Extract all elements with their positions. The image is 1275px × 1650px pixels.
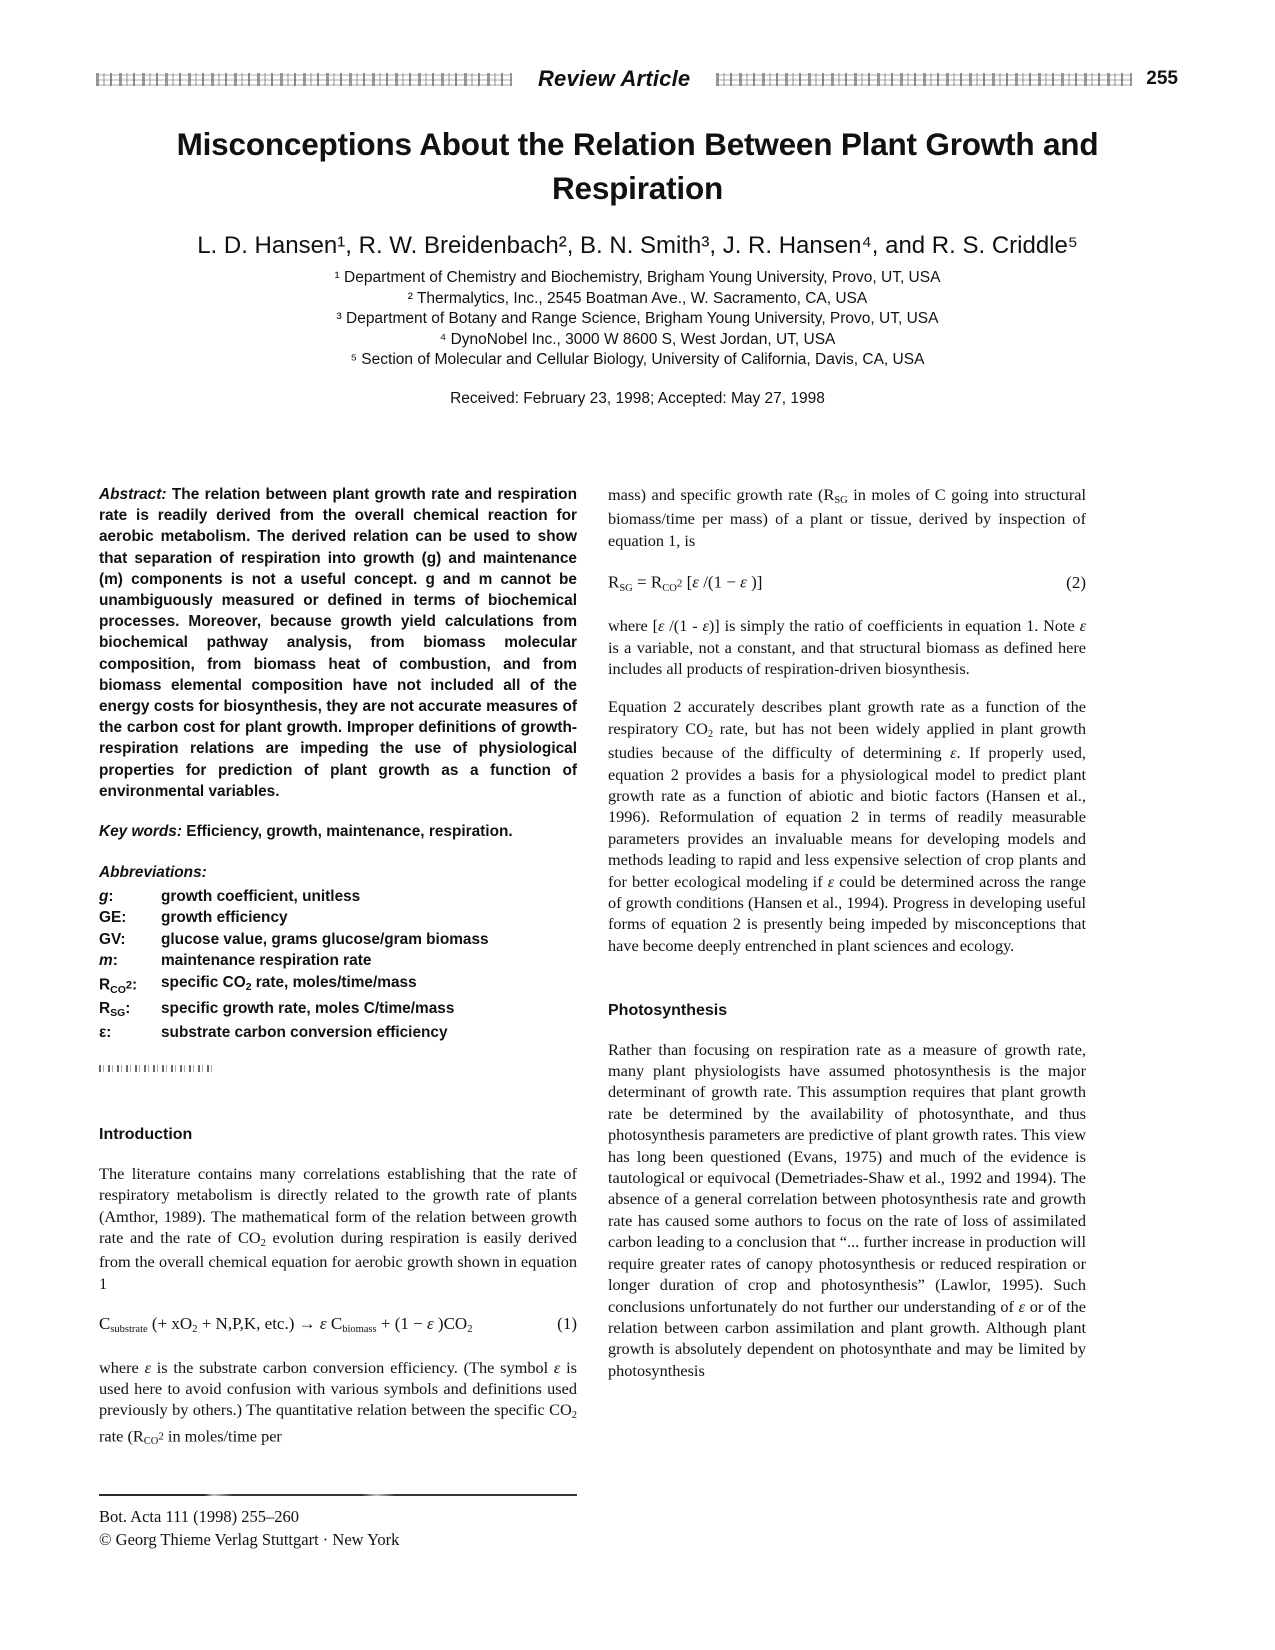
page-title: Misconceptions About the Relation Between Plant Growth and Respiration	[176, 126, 1099, 206]
author-list: L. D. Hansen¹, R. W. Breidenbach², B. N. Smith³, J. R. Hansen⁴, and R. S. Criddle⁵	[197, 232, 1078, 259]
right-column	[608, 484, 1086, 1398]
abbreviation-symbol: GE:	[99, 909, 127, 927]
footer-divider	[99, 1494, 577, 1496]
photosynthesis-paragraph-1: Rather than focusing on respiration rate as a measure of growth rate, many plant physiologists have assumed photosynthesis is the major determinant of growth rate. This assumption requires that plant growth rate be determined by the availability of photosynthate, and thus photosynthesis parameters are predictive of plant growth rates. This view has long been questioned (Evans, 1975) and much of the evidence is tautological or equivocal (Demetriades-Shaw et al., 1992 and 1994). The absence of a general correlation between photosynthesis rate and growth rate has caused some authors to focus on the rate of loss of assimilated carbon leading to a conclusion that “... further increase in production will require greater rates of canopy photosynthesis or reduced respiration or longer duration of crop and photosynthesis” (Lawlor, 1995). Such conclusions unfortunately do not further our understanding of ε or of the relation between carbon assimilation and plant growth. Although plant growth is absolutely dependent on photosynthate and may be limited by photosynthesis	[608, 1039, 1086, 1380]
keywords-block	[99, 821, 577, 842]
abbreviation-definition: growth coefficient, unitless	[161, 887, 361, 905]
affiliation-list	[120, 268, 1155, 371]
received-accepted-dates: Received: February 23, 1998; Accepted: May 27, 1998	[450, 390, 825, 407]
abbreviation-definition: specific growth rate, moles C/time/mass	[161, 1000, 455, 1018]
keywords-text: Efficiency, growth, maintenance, respiration.	[181, 823, 513, 841]
affiliation-item: ² Thermalytics, Inc., 2545 Boatman Ave., W. Sacramento, CA, USA	[407, 289, 868, 307]
abbreviation-symbol: $R_{SG}$:	[99, 1000, 131, 1020]
affiliation-item: ¹ Department of Chemistry and Biochemistry, Brigham Young University, Provo, UT, USA	[334, 269, 941, 286]
equation-2-body: $R_{SG} = R_{CO2}$ [ε /(1 − ε )]	[608, 572, 763, 594]
section-heading-introduction: Introduction	[99, 1126, 193, 1144]
right-paragraph-1: mass) and specific growth rate ($R_{SG}$ in moles of C going into structural biomass/time per mass) of a plant or tissue, derived by inspection of equation 1, is	[608, 485, 1086, 550]
equation-1-body: $C_{substrate}$ (+ $xO_2 + N,P,K$, etc.) → ε $C_{biomass} + (1 - \varepsilon$ )$CO_2$	[99, 1314, 473, 1336]
abbreviation-row	[99, 886, 577, 908]
running-head	[96, 62, 1178, 96]
abbreviation-symbol: g:	[99, 887, 114, 905]
equation-1-number: (1)	[557, 1314, 577, 1334]
affiliation-item: ⁵ Section of Molecular and Cellular Biology, University of California, Davis, CA, USA	[350, 351, 925, 368]
abbreviation-row	[99, 950, 577, 972]
footer-citation: Bot. Acta 111 (1998) 255–260	[99, 1507, 299, 1526]
abbreviation-definition: growth efficiency	[161, 909, 288, 927]
abbreviation-row	[99, 998, 577, 1022]
intro-paragraph-2: where ε is the substrate carbon conversion efficiency. (The symbol ε is used here to avoid confusion with various symbols and definitions used previously by others.) The quantitative relation between the specific $CO_2$ rate ($R_{CO2}$ in moles/time per	[99, 1357, 577, 1448]
left-column	[99, 484, 577, 1467]
abbreviation-row	[99, 1022, 577, 1044]
right-paragraph-3: Equation 2 accurately describes plant growth rate as a function of the respiratory $CO_2$ rate, but has not been widely applied in plant growth studies because of the difficulty of determining ε. If properly used, equation 2 provides a basis for a physiological model to predict plant growth rate as a function of abiotic and biotic factors (Hansen et al., 1996). Reformulation of equation 2 in terms of readily measurable parameters provides an invaluable means for developing models and methods leading to rapid and less expensive selection of crop plants and for better ecological modeling if ε could be determined across the range of growth conditions (Hansen et al., 1994). Progress in developing useful forms of equation 2 is presently being impeded by misconceptions that have become deeply entrenched in plant sciences and ecology.	[608, 697, 1086, 955]
abbreviations-heading: Abbreviations:	[99, 864, 207, 882]
abbreviation-row	[99, 972, 577, 998]
abbreviation-definition: specific $CO_2$ rate, moles/time/mass	[161, 974, 417, 994]
scan-artifact-right	[716, 73, 1132, 86]
abstract-text: The relation between plant growth rate and respiration rate is readily derived from the overall chemical reaction for aerobic metabolism. The derived relation can be used to show that separation of respiration into growth (g) and maintenance (m) components is not a useful concept. g and m cannot be unambiguously measured or defined in terms of biochemical processes. Moreover, because growth yield calculations from biochemical pathway analysis, from biomass molecular composition, from biomass heat of combustion, and from biomass elemental composition have not included all of the energy costs for biosynthesis, they are not accurate measures of the carbon cost for plant growth. Improper definitions of growth-respiration relations are impeding the use of physiological properties for prediction of plant growth as a function of environmental variables.	[99, 486, 577, 800]
keywords-label: Key words:	[99, 823, 182, 841]
right-paragraph-2: where [ε /(1 - ε)] is simply the ratio of coefficients in equation 1. Note ε is a variable, not a constant, and that structural biomass as defined here includes all products of respiration-driven biosynthesis.	[608, 616, 1087, 678]
abbreviation-definition: substrate carbon conversion efficiency	[161, 1023, 448, 1041]
abbreviation-row	[99, 929, 577, 951]
page-number: 255	[1146, 68, 1178, 89]
footer-publisher: © Georg Thieme Verlag Stuttgart · New York	[99, 1530, 400, 1549]
abbreviation-definition: maintenance respiration rate	[161, 952, 372, 970]
section-heading-photosynthesis: Photosynthesis	[608, 1002, 728, 1020]
intro-paragraph-1: The literature contains many correlations establishing that the rate of respiratory metabolism is directly related to the growth rate of plants (Amthor, 1989). The mathematical form of the relation between growth rate and the rate of $CO_2$ evolution during respiration is easily derived from the overall chemical equation for aerobic growth shown in equation 1	[99, 1163, 577, 1293]
abbreviation-row	[99, 907, 577, 929]
scan-artifact-left	[96, 73, 512, 86]
equation-2	[608, 570, 1086, 596]
equation-1	[99, 1313, 577, 1337]
equation-2-number: (2)	[1066, 572, 1086, 592]
abstract-block	[99, 484, 577, 802]
scan-artifact-divider	[99, 1065, 215, 1072]
abbreviation-symbol: $R_{CO2}$:	[99, 976, 138, 996]
abbreviation-symbol: m:	[99, 952, 118, 970]
abbreviations-list	[99, 886, 577, 1044]
affiliation-item: ³ Department of Botany and Range Science, Brigham Young University, Provo, UT, USA	[336, 310, 939, 327]
abbreviation-symbol: GV:	[99, 930, 126, 948]
running-title: Review Article	[537, 66, 691, 91]
affiliation-item: ⁴ DynoNobel Inc., 3000 W 8600 S, West Jordan, UT, USA	[439, 330, 836, 348]
footer-block	[99, 1505, 577, 1551]
abbreviation-symbol: ε:	[99, 1023, 112, 1041]
abstract-label: Abstract:	[99, 486, 167, 503]
abbreviation-definition: glucose value, grams glucose/gram biomass	[161, 930, 489, 948]
